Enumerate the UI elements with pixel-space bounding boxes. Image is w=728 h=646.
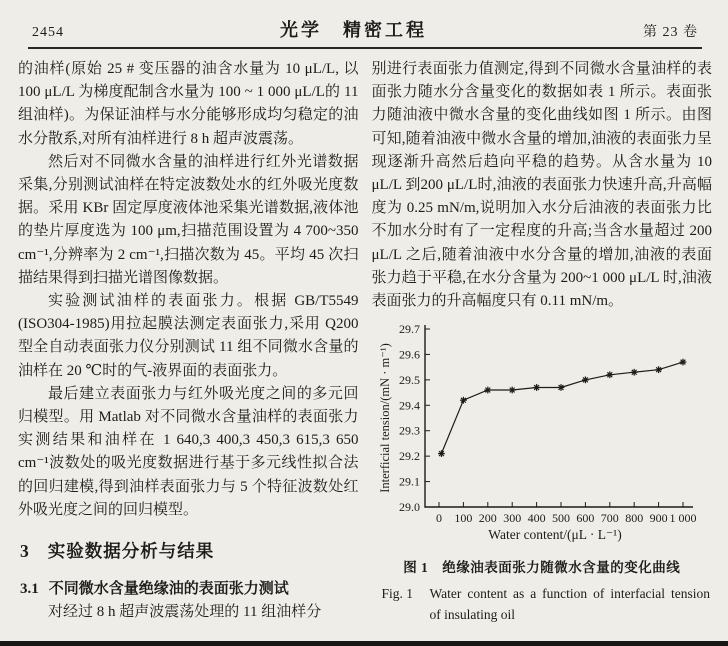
- paragraph: 的油样(原始 25 # 变压器的油含水量为 10 μL/L, 以 100 μL/L 为梯度配制含水量为 100 ~ 1 000 μL/L的 11 组油样)。为保证油样与水分能够形成均匀稳定的油水分散系,对所有油样进行 8 h 超声波震荡。: [18, 61, 359, 147]
- subsection-heading: [20, 577, 359, 598]
- svg-text:29.3: 29.3: [398, 423, 420, 438]
- svg-text:200: 200: [478, 511, 497, 526]
- figure-caption-en-text: [430, 583, 711, 625]
- svg-text:Interficial tension/(mN · m⁻¹): Interficial tension/(mN · m⁻¹): [377, 343, 392, 494]
- figure-caption-zh: 图 1 绝缘油表面张力随微水含量的变化曲线: [403, 560, 681, 576]
- svg-text:29.7: 29.7: [398, 322, 420, 337]
- paragraph: 然后对不同微水含量的油样进行红外光谱数据采集,分别测试油样在特定波数处水的红外吸光度数据。采用 KBr 固定厚度液体池采集光谱数据,液体池的垫片厚度选为 100 μm,扫描范围设置为 4 700~350 cm⁻¹,分辨率为 2 cm⁻¹,扫描次数为 45。平均 45 次扫描结果得到扫描光谱图像数据。: [18, 153, 359, 286]
- figure-caption-en-label: Fig. 1: [381, 586, 414, 602]
- svg-text:900: 900: [649, 511, 668, 526]
- scan-edge: [0, 641, 728, 646]
- page-number: 2454: [32, 25, 64, 40]
- figure-caption-en-line2: of insulating oil: [429, 607, 515, 623]
- right-column: [372, 58, 713, 625]
- svg-text:400: 400: [527, 511, 546, 526]
- svg-text:29.4: 29.4: [398, 398, 420, 413]
- svg-text:700: 700: [600, 511, 619, 526]
- svg-text:800: 800: [624, 511, 643, 526]
- section-title: 实验数据分析与结果: [47, 541, 215, 562]
- paragraph: 实验测试油样的表面张力。根据 GB/T5549 (ISO304-1985)用拉起膜法测定表面张力,采用 Q200 型全自动表面张力仪分别测试 11 组不同微水含量的油样在 20 ℃时的气-液界面的表面张力。: [18, 293, 359, 379]
- left-column: [18, 58, 359, 625]
- volume-label: 第 23 卷: [643, 25, 698, 40]
- figure-chart: [377, 321, 707, 545]
- section-heading: [20, 538, 359, 563]
- subsection-title: 不同微水含量绝缘油的表面张力测试: [48, 581, 289, 598]
- page-header: [0, 0, 728, 42]
- paragraph: 最后建立表面张力与红外吸光度之间的多元回归模型。用 Matlab 对不同微水含量油样的表面张力实测结果和油样在 1 640,3 400,3 450,3 615,3 650 cm⁻¹波数处的吸光度数据进行基于多元线性拟合法的回归建模,得到油样表面张力与 5 个特征波数处红外吸光度之间的回归模型。: [18, 385, 359, 518]
- subsection-number: 3.1: [20, 581, 39, 598]
- svg-text:29.2: 29.2: [398, 449, 420, 464]
- svg-text:29.1: 29.1: [398, 474, 420, 489]
- svg-text:300: 300: [502, 511, 521, 526]
- two-column-body: [0, 49, 728, 625]
- figure-caption-en: [372, 583, 713, 625]
- svg-text:29.5: 29.5: [398, 373, 420, 388]
- svg-text:1 000: 1 000: [669, 511, 696, 526]
- journal-title: 光学 精密工程: [280, 20, 427, 40]
- svg-text:600: 600: [575, 511, 594, 526]
- svg-text:29.6: 29.6: [398, 347, 420, 362]
- svg-text:Water content/(μL · L⁻¹): Water content/(μL · L⁻¹): [487, 527, 622, 543]
- svg-text:500: 500: [551, 511, 570, 526]
- figure-caption-en-line1: Water content as a function of interfacial tension: [429, 586, 710, 602]
- paragraph: 对经过 8 h 超声波震荡处理的 11 组油样分: [48, 604, 322, 621]
- figure-1: [372, 321, 713, 625]
- svg-text:100: 100: [453, 511, 472, 526]
- section-number: 3: [20, 541, 30, 562]
- paragraph: 别进行表面张力值测定,得到不同微水含量油样的表面张力随水分含量变化的数据如表 1 所示。表面张力随油液中微水含量的变化曲线如图 1 所示。由图可知,随着油液中微水含量的增加,油液的表面张力呈现逐渐升高然后趋向平稳的趋势。从含水量为 10 μL/L 到200 μL/L时,油液的表面张力快速升高,升高幅度为 0.25 mN/m,说明加入水分后油液的表面张力比不加水分时有了一定程度的升高;当含水量超过 200 μL/L 之后,随着油液中水分含量的增加,油液的表面张力趋于平稳,在水分含量为 200~1 000 μL/L 时,油液表面张力的升高幅度只有 0.11 mN/m。: [371, 61, 712, 310]
- svg-text:0: 0: [435, 511, 442, 526]
- svg-text:29.0: 29.0: [398, 500, 420, 515]
- chart-container: [377, 321, 707, 550]
